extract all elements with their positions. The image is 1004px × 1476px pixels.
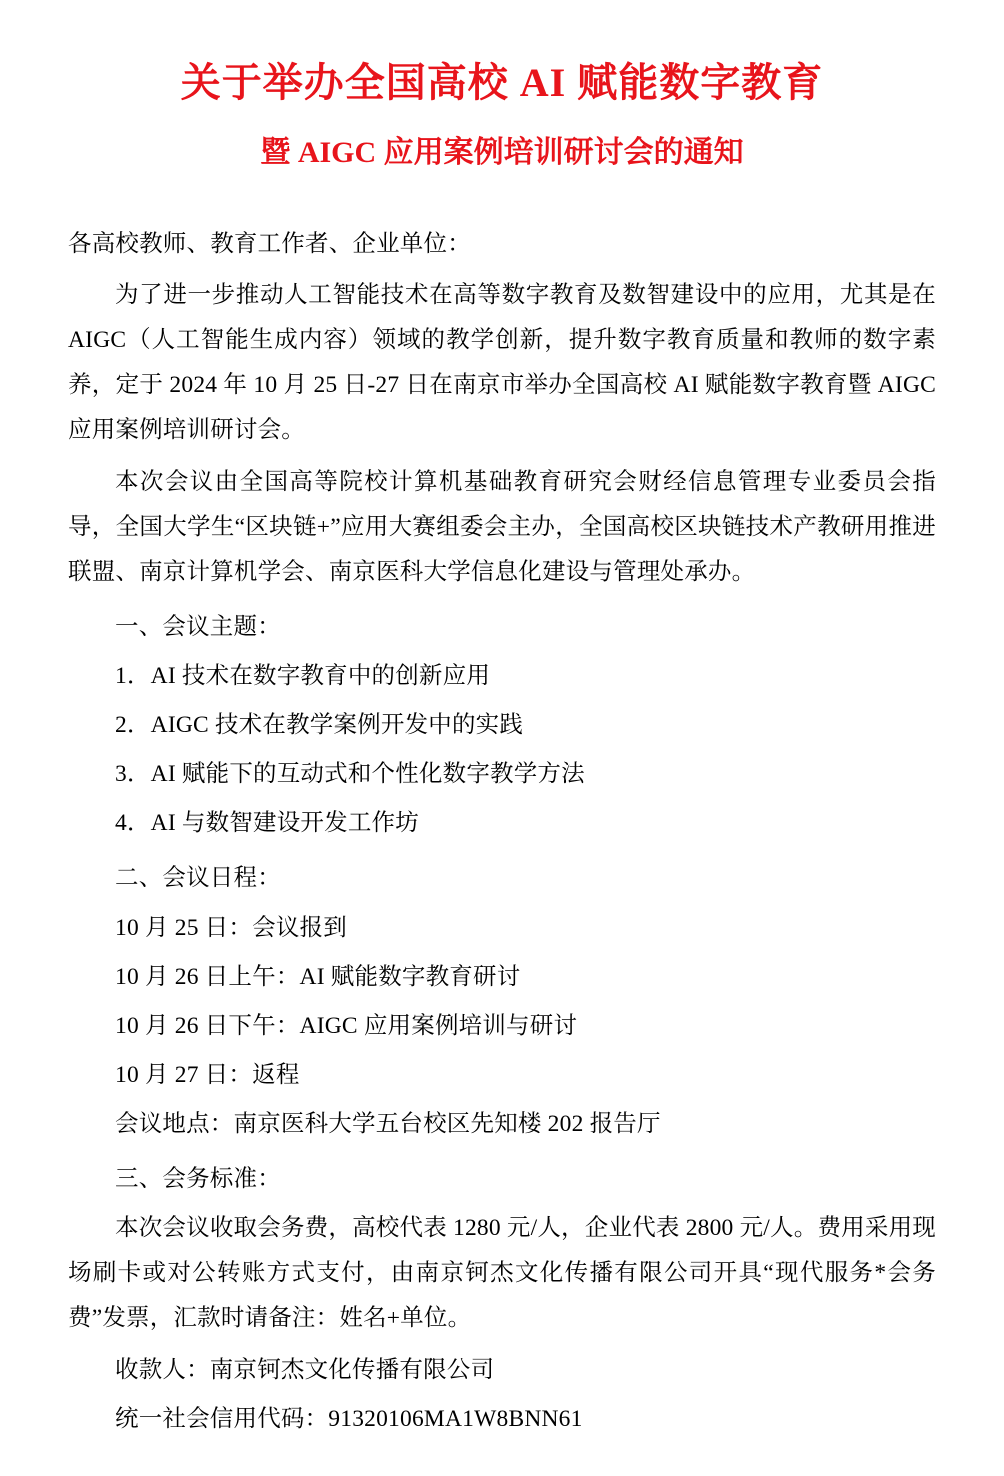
list-item: 3．AI 赋能下的互动式和个性化数字教学方法 (115, 761, 585, 788)
salutation: 各高校教师、教育工作者、企业单位： (68, 231, 471, 257)
list-item: 1．AI 技术在数字教育中的创新应用 (115, 662, 491, 689)
credit-code-line: 统一社会信用代码：91320106MA1W8BNN61 (115, 1405, 583, 1432)
list-item: 4．AI 与数智建设开发工作坊 (115, 810, 419, 837)
document-body (68, 222, 936, 1442)
schedule-item: 10 月 27 日：返程 (115, 1061, 300, 1088)
schedule-item: 10 月 26 日下午：AIGC 应用案例培训与研讨 (115, 1012, 578, 1039)
list-item: 2．AIGC 技术在教学案例开发中的实践 (115, 712, 524, 739)
schedule-item: 10 月 25 日：会议报到 (115, 914, 347, 941)
section-heading-schedule: 二、会议日程： (115, 865, 281, 892)
paragraph-organizers: 本次会议由全国高等院校计算机基础教育研究会财经信息管理专业委员会指导，全国大学生“区块链+”应用大赛组委会主办，全国高校区块链技术产教研用推进联盟、南京计算机学会、南京医科大学信息化建设与管理处承办。 (68, 468, 936, 585)
payee-line: 收款人：南京钶杰文化传播有限公司 (115, 1356, 495, 1383)
document-title-main: 关于举办全国高校 AI 赋能数字教育 (180, 60, 824, 105)
document-title-sub: 暨 AIGC 应用案例培训研讨会的通知 (260, 136, 744, 169)
paragraph-background: 为了进一步推动人工智能技术在高等数字教育及数智建设中的应用，尤其是在 AIGC（人工智能生成内容）领域的教学创新，提升数字教育质量和教师的数字素养，定于 2024 年 10 月 25 日-27 日在南京市举办全国高校 AI 赋能数字教育暨 AIGC 应用案例培训研讨会。 (68, 282, 936, 444)
section-heading-topics: 一、会议主题： (115, 613, 281, 640)
venue-line: 会议地点：南京医科大学五台校区先知楼 202 报告厅 (115, 1110, 661, 1137)
schedule-item: 10 月 26 日上午：AI 赋能数字教育研讨 (115, 963, 521, 990)
paragraph-fees: 本次会议收取会务费，高校代表 1280 元/人，企业代表 2800 元/人。费用采用现场刷卡或对公转账方式支付，由南京钶杰文化传播有限公司开具“现代服务*会务费”发票，汇款时请备注：姓名+单位。 (68, 1215, 936, 1332)
section-heading-fees: 三、会务标准： (115, 1166, 281, 1193)
